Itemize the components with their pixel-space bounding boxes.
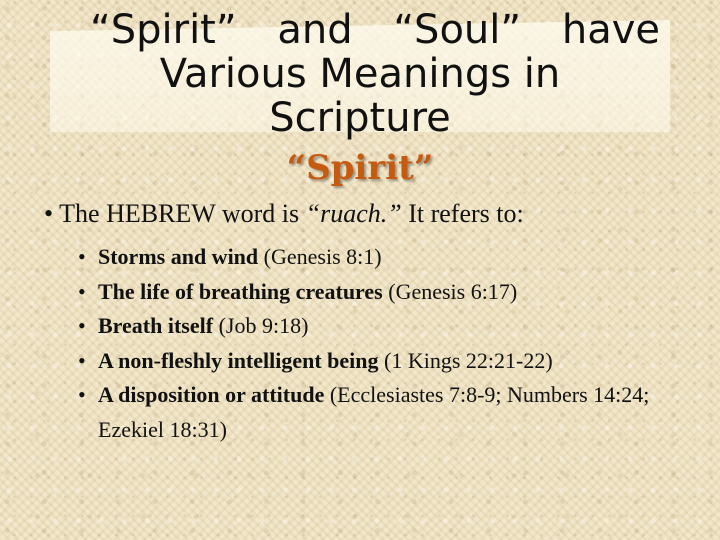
bullet-marker: •: [44, 199, 54, 228]
bullet-marker: •: [78, 278, 86, 304]
hebrew-word: “ruach.”: [305, 199, 402, 228]
section-subtitle: “Spirit”: [286, 148, 434, 188]
scripture-reference: (Genesis 6:17): [382, 278, 518, 304]
meaning-term: Storms and wind: [98, 244, 259, 269]
meanings-list: [44, 240, 704, 447]
list-item: [78, 344, 704, 379]
title-line-2: Various Meanings in: [159, 51, 561, 97]
title-line-3: Scripture: [269, 95, 451, 141]
list-item: [78, 240, 704, 275]
bullet-marker: •: [78, 382, 86, 407]
list-item: [78, 378, 704, 447]
slide-body: [44, 196, 704, 447]
title-word: and: [277, 7, 353, 53]
main-bullet-point: [44, 196, 704, 232]
meaning-term: Breath itself: [98, 313, 214, 338]
title-word: have: [561, 7, 660, 53]
meaning-term: A disposition or attitude: [98, 382, 325, 407]
scripture-reference: (Job 9:18): [213, 313, 309, 338]
meaning-term: The life of breathing creatures: [98, 278, 383, 304]
title-line-1: [60, 8, 660, 52]
scripture-reference: (Ecclesiastes 7:8-9; Numbers 14:24; Ezekiel 18:31): [98, 382, 650, 442]
title-word: “Spirit”: [90, 7, 237, 53]
list-item: [78, 275, 704, 310]
scripture-reference: (1 Kings 22:21-22): [378, 347, 553, 373]
scripture-reference: (Genesis 8:1): [258, 244, 382, 269]
bullet-marker: •: [78, 347, 86, 373]
list-item: [78, 309, 704, 344]
meaning-term: A non-fleshly intelligent being: [98, 347, 379, 373]
main-point-text: The HEBREW word is: [59, 199, 306, 228]
bullet-marker: •: [78, 313, 86, 338]
bullet-marker: •: [78, 244, 86, 269]
main-point-text-end: It refers to:: [401, 199, 524, 228]
slide-title: [60, 8, 660, 140]
title-word: “Soul”: [393, 7, 522, 53]
